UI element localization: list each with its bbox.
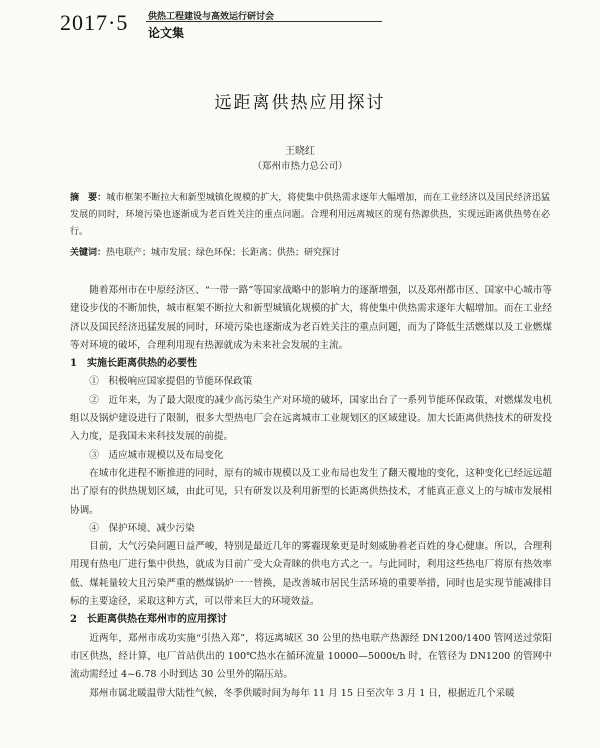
keywords-label: 关键词：: [70, 248, 107, 258]
paragraph-1-3: 目前，大气污染问题日益严峻，特别是最近几年的雾霾现象更是时刻威胁着老百姓的身心健康。所以，合理利用现有热电厂进行集中供热，就成为目前广受大众青睐的供电方式之一。与此同时，利用这些热电厂将原有热效率低、煤耗量较大且污染严重的燃煤锅炉一一替换，是改善城市居民生活环境的重要举措，同时也是实现节能减排目标的主要途径，采取这种方式，可以带来巨大的环境效益。: [70, 541, 552, 608]
subsection-heading-1-2: ③ 适应城市规模以及布局变化: [89, 449, 224, 461]
page-header: [60, 8, 560, 40]
subsection-heading-1-1: ① 积极响应国家提倡的节能环保政策: [89, 376, 253, 388]
abstract-text: 城市框架不断拉大和新型城镇化规模的扩大，将使集中供热需求逐年大幅增加，而在工业经济以及国民经济迅猛发展的同时，环境污染也逐渐成为老百姓关注的重点问题。合理利用远离城区的现有热源供热，实现远距离供热势在必行。: [70, 193, 550, 237]
section-heading-1: 1 实施长距离供热的必要性: [70, 358, 197, 370]
conference-name: 供热工程建设与高效运行研讨会: [148, 12, 275, 22]
keywords: [70, 245, 550, 262]
article-body: [70, 282, 552, 703]
paragraph-2-1: 近两年，郑州市成功实施“引热入郑”，将远离城区 30 公里的热电联产热源经 DN1200/1400 管网送过荥阳市区供热，经计算，电厂首站供出的 100℃热水在循环流量 10000—5000t/h 时，在管径为 DN1200 的管网中流动需经过 4~6.78 小时到达 30 公里外的隔压站。: [70, 632, 552, 681]
abstract: [70, 190, 550, 241]
author-affiliation: （郑州市热力总公司）: [252, 161, 348, 172]
intro-paragraph: 随着郑州市在中原经济区、“一带一路”等国家战略中的影响力的逐渐增强，以及郑州都市区、国家中心城市等建设步伐的不断加快，城市框架不断拉大和新型城镇化规模的扩大，将使集中供热需求逐年大幅增加。而在工业经济以及国民经济迅猛发展的同时，环境污染也逐渐成为老百姓关注的重点问题，而为了降低生活燃煤以及工业燃煤等对环境的破坏，合理利用现有热源就成为未来社会发展的主流。: [70, 285, 552, 351]
paragraph-2-2: 郑州市属北暖温带大陆性气候，冬季供暖时间为每年 11 月 15 日至次年 3 月 1 日，根据近几个采暖: [89, 687, 515, 699]
paragraph-1-2: 在城市化进程不断推进的同时，原有的城市规模以及工业布局也发生了翻天覆地的变化，这种变化已经远远超出了原有的供热规划区域，由此可见，只有研发以及利用新型的长距离供热技术，才能真正意义上的与城市发展相协调。: [70, 467, 552, 516]
header-rule: [146, 21, 382, 22]
issue-number: 2017·5: [60, 10, 129, 35]
article-title: 远距离供热应用探讨: [214, 93, 386, 113]
section-heading-2: 2 长距离供热在郑州市的应用探讨: [70, 614, 227, 626]
keywords-text: 热电联产；城市发展；绿色环保；长距离；供热；研究探讨: [106, 248, 341, 258]
paragraph-1-1: ② 近年来，为了最大限度的减少高污染生产对环境的破坏，国家出台了一系列节能环保政策，对燃煤发电机组以及锅炉建设进行了限制，很多大型热电厂会在远离城市工业规划区的区域建设。加大长距离供热技术的研发投入力度，是我国未来科技发展的前提。: [70, 394, 552, 443]
author-name: 王晓红: [285, 146, 315, 157]
abstract-label: 摘 要：: [70, 193, 107, 203]
subsection-heading-1-3: ④ 保护环境、减少污染: [89, 522, 195, 534]
collection-label: 论文集: [148, 26, 185, 40]
